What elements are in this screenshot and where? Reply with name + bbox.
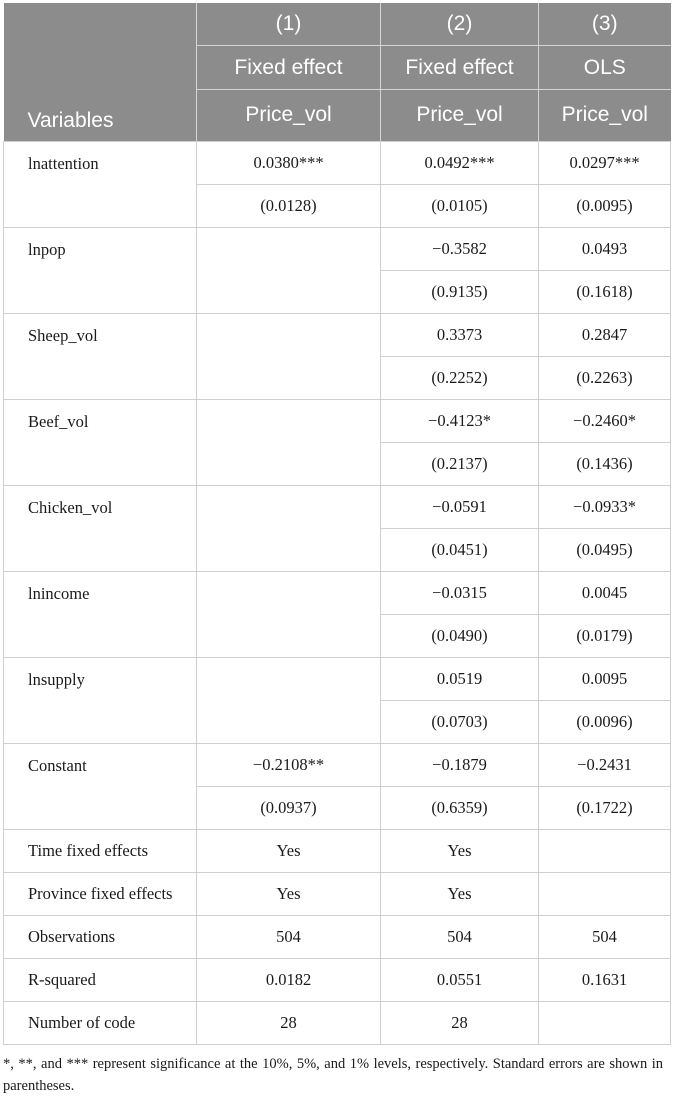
statistic-value: 0.0551 [381,958,539,1001]
standard-error-cell: (0.2263) [539,356,671,399]
variable-name: lnsupply [4,657,197,743]
coefficient-cell [197,313,381,356]
standard-error-cell: (0.0703) [381,700,539,743]
standard-error-cell: (0.0128) [197,184,381,227]
table-row [4,485,671,528]
variable-name: Beef_vol [4,399,197,485]
header-row-dependent-variable [4,90,671,142]
statistic-value: 504 [197,915,381,958]
table-row [4,227,671,270]
coefficient-cell: −0.3582 [381,227,539,270]
statistic-label: Time fixed effects [4,829,197,872]
coefficient-cell [197,657,381,700]
header-variables-label: Variables [4,90,197,142]
header-col2-model: Fixed effect [381,46,539,90]
coefficient-cell: 0.0380*** [197,141,381,184]
standard-error-cell: (0.0105) [381,184,539,227]
table-row [4,313,671,356]
standard-error-cell: (0.0937) [197,786,381,829]
coefficient-cell: 0.0492*** [381,141,539,184]
coefficient-cell: 0.0493 [539,227,671,270]
header-col1-model: Fixed effect [197,46,381,90]
header-col2-number: (2) [381,3,539,46]
table-body [4,141,671,1044]
header-col1-depvar: Price_vol [197,90,381,142]
standard-error-cell: (0.9135) [381,270,539,313]
statistic-label: R-squared [4,958,197,1001]
statistic-value: 504 [539,915,671,958]
variable-name: lnpop [4,227,197,313]
coefficient-cell: 0.0297*** [539,141,671,184]
table-row [4,743,671,786]
standard-error-cell [197,356,381,399]
standard-error-cell: (0.1618) [539,270,671,313]
coefficient-cell: −0.2460* [539,399,671,442]
table-row [4,141,671,184]
coefficient-cell: −0.1879 [381,743,539,786]
header-row-model-type [4,46,671,90]
header-col1-number: (1) [197,3,381,46]
table-footnote: *, **, and *** represent significance at the 10%, 5%, and 1% levels, respectively. Standard errors are shown in parentheses. [3,1055,663,1094]
statistic-label: Number of code [4,1001,197,1044]
standard-error-cell: (0.1436) [539,442,671,485]
standard-error-cell: (0.0096) [539,700,671,743]
table-row-statistic [4,1001,671,1044]
standard-error-cell: (0.2252) [381,356,539,399]
table-row-statistic [4,915,671,958]
header-col3-number: (3) [539,3,671,46]
standard-error-cell [197,700,381,743]
coefficient-cell [197,399,381,442]
coefficient-cell [197,571,381,614]
statistic-label: Observations [4,915,197,958]
header-empty-cell [4,3,197,46]
coefficient-cell: 0.3373 [381,313,539,356]
table-header [4,3,671,141]
coefficient-cell: −0.4123* [381,399,539,442]
statistic-value: Yes [381,872,539,915]
coefficient-cell: −0.0315 [381,571,539,614]
variable-name: lnincome [4,571,197,657]
statistic-value: 28 [197,1001,381,1044]
standard-error-cell [197,270,381,313]
coefficient-cell: 0.0095 [539,657,671,700]
header-row-column-numbers [4,3,671,46]
variable-name: lnattention [4,141,197,227]
table-row [4,657,671,700]
table-row-statistic [4,872,671,915]
coefficient-cell [197,227,381,270]
standard-error-cell: (0.0451) [381,528,539,571]
variable-name: Sheep_vol [4,313,197,399]
standard-error-cell: (0.1722) [539,786,671,829]
header-empty-cell [4,46,197,90]
coefficient-cell: −0.2431 [539,743,671,786]
standard-error-cell [197,442,381,485]
coefficient-cell [197,485,381,528]
table-row [4,399,671,442]
coefficient-cell: 0.2847 [539,313,671,356]
table-row-statistic [4,958,671,1001]
coefficient-cell: −0.2108** [197,743,381,786]
statistic-value: Yes [197,872,381,915]
standard-error-cell [197,528,381,571]
statistic-value [539,1001,671,1044]
statistic-value [539,829,671,872]
standard-error-cell: (0.0495) [539,528,671,571]
statistic-value: Yes [197,829,381,872]
statistic-label: Province fixed effects [4,872,197,915]
coefficient-cell: 0.0519 [381,657,539,700]
standard-error-cell: (0.6359) [381,786,539,829]
header-col3-depvar: Price_vol [539,90,671,142]
header-col2-depvar: Price_vol [381,90,539,142]
table-row-statistic [4,829,671,872]
variable-name: Chicken_vol [4,485,197,571]
standard-error-cell: (0.0095) [539,184,671,227]
standard-error-cell: (0.0179) [539,614,671,657]
statistic-value: Yes [381,829,539,872]
statistic-value [539,872,671,915]
statistic-value: 504 [381,915,539,958]
table-row [4,571,671,614]
standard-error-cell: (0.2137) [381,442,539,485]
coefficient-cell: −0.0933* [539,485,671,528]
header-col3-model: OLS [539,46,671,90]
regression-table [3,3,671,1045]
standard-error-cell [197,614,381,657]
standard-error-cell: (0.0490) [381,614,539,657]
variable-name: Constant [4,743,197,829]
statistic-value: 0.1631 [539,958,671,1001]
coefficient-cell: −0.0591 [381,485,539,528]
statistic-value: 28 [381,1001,539,1044]
coefficient-cell: 0.0045 [539,571,671,614]
statistic-value: 0.0182 [197,958,381,1001]
